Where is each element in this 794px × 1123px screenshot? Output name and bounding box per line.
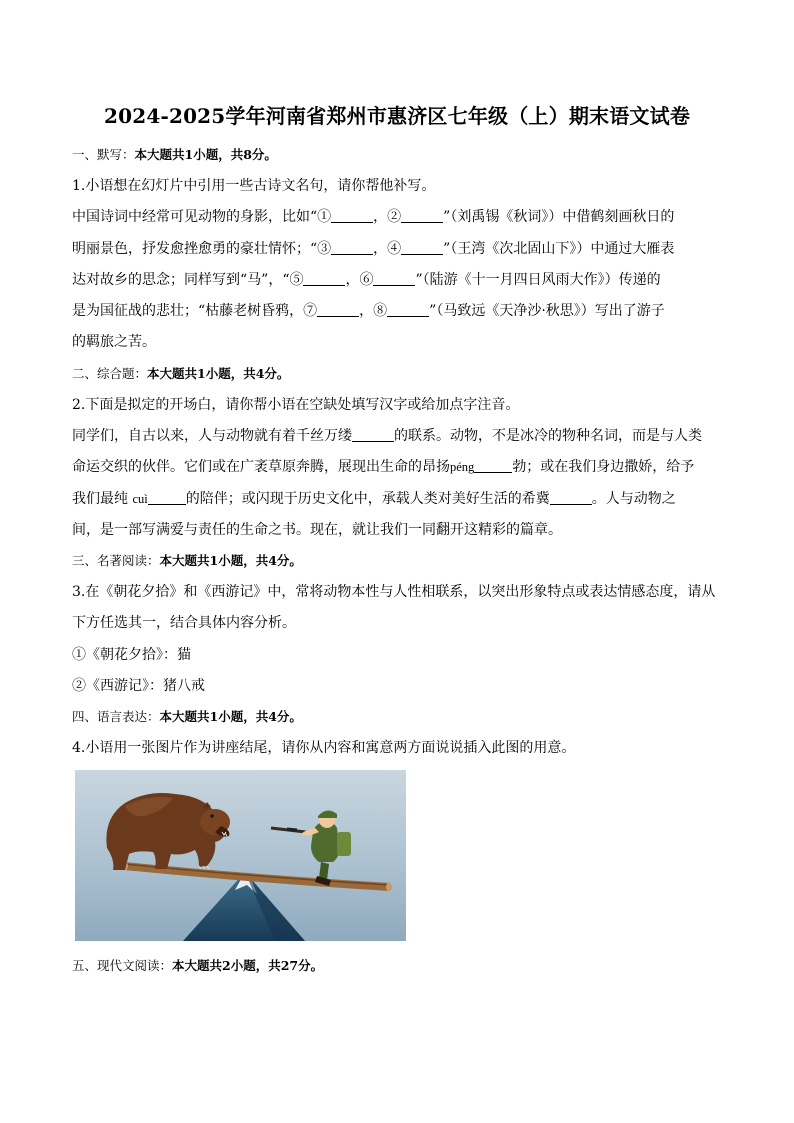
- section-desc: 本大题共2小题，共27分。: [172, 958, 324, 973]
- q4-prompt: 4.小语用一张图片作为讲座结尾，请你从内容和寓意两方面说说插入此图的用意。: [72, 740, 576, 756]
- section-head: 五、现代文阅读：: [72, 958, 173, 973]
- q2-prompt: 2.下面是拟定的开场白，请你帮小语在空缺处填写汉字或给加点字注音。: [72, 397, 520, 413]
- exam-title: 2024-2025学年河南省郑州市惠济区七年级（上）期末语文试卷: [103, 104, 691, 128]
- answer-blank[interactable]: [331, 208, 373, 223]
- section-desc: 本大题共1小题，共8分。: [134, 147, 277, 162]
- section-head: 一、默写：: [72, 147, 135, 162]
- answer-blank[interactable]: [303, 271, 345, 286]
- q2-line-4: 间，是一部写满爱与责任的生命之书。现在，就让我们一同翻开这精彩的篇章。: [72, 522, 562, 538]
- answer-blank[interactable]: [317, 302, 359, 317]
- answer-blank[interactable]: [352, 427, 394, 442]
- section-desc: 本大题共1小题，共4分。: [159, 553, 302, 568]
- q1-prompt: 1.小语想在幻灯片中引用一些古诗文名句，请你帮他补写。: [72, 178, 436, 194]
- text-seg: 命运交织的伙伴。它们或在广袤草原奔腾，展现出生命的昂扬: [72, 459, 450, 475]
- text-seg: 明丽景色，抒发愈挫愈勇的豪壮情怀；“③: [72, 241, 332, 257]
- q1-line-5: 的羁旅之苦。: [72, 334, 156, 350]
- answer-blank[interactable]: [401, 208, 443, 223]
- text-seg: 勃；或在我们身边撒娇，给予: [512, 459, 695, 475]
- section-2-header: [72, 364, 289, 384]
- q2-line-2: [72, 457, 694, 477]
- q2-line-1: [72, 426, 702, 446]
- q1-line-2: [72, 239, 674, 259]
- pinyin: péng: [450, 460, 475, 474]
- text-seg: ，⑧: [359, 303, 388, 319]
- text-seg: 。人与动物之: [591, 491, 676, 507]
- text-seg: 同学们，自古以来，人与动物就有着千丝万缕: [72, 428, 352, 444]
- q1-line-1: [72, 207, 674, 227]
- answer-blank[interactable]: [373, 271, 415, 286]
- answer-blank[interactable]: [331, 240, 373, 255]
- text-seg: 的联系。动物，不是冰冷的物种名词，而是与人类: [394, 428, 702, 444]
- q2-line-3: [72, 489, 676, 509]
- text-seg: 的陪伴；或闪现于历史文化中，承载人类对美好生活的希冀: [185, 491, 550, 507]
- q3-prompt-2: 下方任选其一，结合具体内容分析。: [72, 615, 296, 631]
- answer-blank[interactable]: [148, 490, 186, 505]
- section-desc: 本大题共1小题，共4分。: [147, 366, 290, 381]
- text-seg: ，②: [373, 209, 402, 225]
- text-seg: 我们最纯: [72, 491, 128, 507]
- q3-option-1: ①《朝花夕拾》：猫: [72, 647, 191, 663]
- answer-blank[interactable]: [474, 458, 512, 473]
- q3-prompt-1: 3.在《朝花夕拾》和《西游记》中，常将动物本性与人性相联系，以突出形象特点或表达情感态度，请从: [72, 584, 716, 600]
- section-5-header: [72, 956, 323, 976]
- text-seg: 是为国征战的悲壮；“枯藤老树昏鸦，⑦: [72, 303, 318, 319]
- answer-blank[interactable]: [387, 302, 429, 317]
- text-seg: ，⑥: [345, 272, 374, 288]
- q1-line-4: [72, 301, 665, 321]
- section-4-header: [72, 707, 302, 727]
- section-head: 二、综合题：: [72, 366, 148, 381]
- text-seg: ”（陆游《十一月四日风雨大作》）传递的: [415, 272, 661, 288]
- bear-hunter-illustration: [75, 770, 406, 941]
- answer-blank[interactable]: [401, 240, 443, 255]
- answer-blank[interactable]: [550, 490, 592, 505]
- section-desc: 本大题共1小题，共4分。: [159, 709, 302, 724]
- text-seg: 达对故乡的思念；同样写到“马”，“⑤: [72, 272, 304, 288]
- section-3-header: [72, 551, 302, 571]
- section-head: 四、语言表达：: [72, 709, 160, 724]
- text-seg: ”（王湾《次北固山下》）中通过大雁表: [443, 241, 675, 257]
- q3-option-2: ②《西游记》：猪八戒: [72, 678, 205, 694]
- text-seg: ，④: [373, 241, 402, 257]
- pinyin: cuì: [132, 492, 148, 506]
- q1-line-3: [72, 270, 661, 290]
- section-1-header: [72, 145, 277, 165]
- section-head: 三、名著阅读：: [72, 553, 160, 568]
- text-seg: ”（马致远《天净沙·秋思》）写出了游子: [429, 303, 665, 319]
- text-seg: ”（刘禹锡《秋词》）中借鹤刻画秋日的: [443, 209, 675, 225]
- text-seg: 中国诗词中经常可见动物的身影，比如“①: [72, 209, 332, 225]
